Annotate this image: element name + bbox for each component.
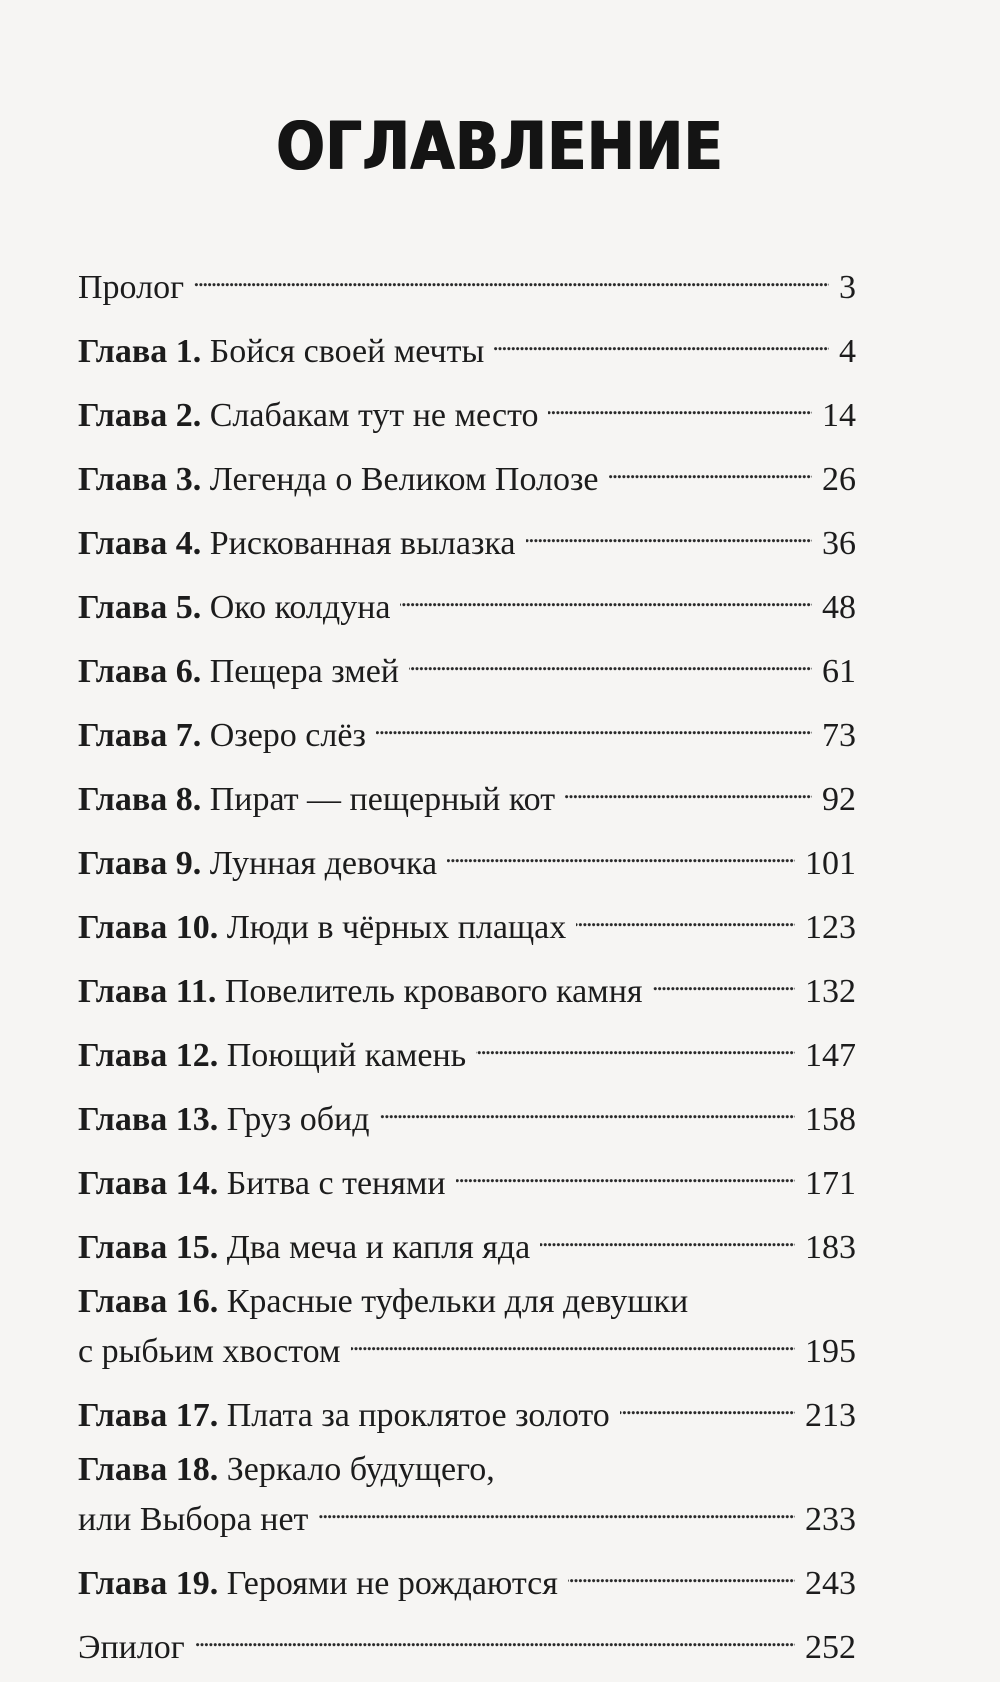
chapter-title: Красные туфельки для девушки (226, 1283, 689, 1320)
toc-entry-row (78, 258, 856, 308)
chapter-number: Глава 9. (78, 845, 202, 882)
chapter-number: Глава 11. (78, 973, 217, 1010)
chapter-number: Глава 8. (78, 781, 202, 818)
toc-entry-text (78, 1332, 341, 1372)
toc-entry (78, 1450, 856, 1540)
page-number: 48 (822, 589, 856, 626)
chapter-title: Лунная девочка (209, 845, 438, 882)
chapter-title: Два меча и капля яда (226, 1229, 531, 1266)
toc-entry (78, 386, 856, 436)
chapter-title: Поющий камень (226, 1037, 467, 1074)
toc-entry-text (78, 1628, 185, 1668)
chapter-title: Груз обид (226, 1101, 370, 1138)
chapter-number: Глава 13. (78, 1101, 219, 1138)
dot-leader (568, 1554, 795, 1594)
toc-entry-row (78, 1090, 856, 1140)
toc-entry-text (78, 844, 437, 884)
dot-leader (476, 1026, 795, 1066)
chapter-title: Бойся своей мечты (209, 333, 485, 370)
toc-entry-row (78, 1154, 856, 1204)
toc-entry-text (78, 1500, 308, 1540)
page-number: 26 (822, 461, 856, 498)
toc-entry-text (78, 1396, 610, 1436)
toc-entry-text (78, 524, 516, 564)
toc-entry (78, 1386, 856, 1436)
dot-leader (351, 1322, 796, 1362)
toc-entry-text (78, 1451, 495, 1488)
toc-entry-row (78, 898, 856, 948)
toc-entry (78, 770, 856, 820)
page-number: 252 (805, 1629, 856, 1666)
toc-entry-row (78, 1322, 856, 1372)
chapter-title: Пират — пещерный кот (209, 781, 556, 818)
chapter-title: Рискованная вылазка (209, 525, 516, 562)
dot-leader (540, 1218, 795, 1258)
toc-entry-row (78, 1218, 856, 1268)
chapter-number: Глава 15. (78, 1229, 219, 1266)
chapter-number: Глава 19. (78, 1565, 219, 1602)
toc-entry-row (78, 642, 856, 692)
chapter-title: Эпилог (78, 1629, 185, 1666)
toc-entry-text (78, 460, 599, 500)
chapter-title: Легенда о Великом Полозе (209, 461, 599, 498)
dot-leader (565, 770, 812, 810)
toc-entry-row (78, 770, 856, 820)
toc-entry (78, 322, 856, 372)
table-of-contents (78, 258, 856, 1682)
toc-entry-row (78, 578, 856, 628)
toc-entry (78, 834, 856, 884)
dot-leader (376, 706, 812, 746)
toc-entry-line (78, 1450, 856, 1490)
toc-entry-text (78, 1164, 446, 1204)
chapter-number: Глава 2. (78, 397, 202, 434)
dot-leader (548, 386, 812, 426)
page-number: 243 (805, 1565, 856, 1602)
toc-entry-text (78, 332, 484, 372)
dot-leader (318, 1490, 795, 1530)
toc-entry-row (78, 1618, 856, 1668)
toc-entry-text (78, 780, 555, 820)
toc-entry-text (78, 1228, 530, 1268)
toc-entry (78, 1026, 856, 1076)
page-number: 158 (805, 1101, 856, 1138)
toc-entry-text (78, 1036, 466, 1076)
dot-leader (620, 1386, 795, 1426)
page-number: 101 (805, 845, 856, 882)
chapter-number: Глава 4. (78, 525, 202, 562)
toc-entry (78, 450, 856, 500)
toc-entry-row (78, 706, 856, 756)
chapter-title: Плата за проклятое золото (226, 1397, 610, 1434)
dot-leader (400, 578, 812, 618)
toc-entry (78, 514, 856, 564)
toc-entry-text (78, 268, 184, 308)
toc-entry-text (78, 1283, 688, 1320)
toc-entry-row (78, 514, 856, 564)
chapter-number: Глава 10. (78, 909, 219, 946)
chapter-number: Глава 18. (78, 1451, 219, 1488)
toc-entry (78, 258, 856, 308)
toc-entry-text (78, 652, 399, 692)
chapter-number: Глава 14. (78, 1165, 219, 1202)
dot-leader (653, 962, 795, 1002)
page-number: 123 (805, 909, 856, 946)
toc-entry-row (78, 834, 856, 884)
toc-entry-row (78, 1554, 856, 1604)
page-number: 147 (805, 1037, 856, 1074)
dot-leader (194, 258, 829, 298)
toc-entry (78, 1154, 856, 1204)
chapter-number: Глава 1. (78, 333, 202, 370)
chapter-title: Битва с тенями (226, 1165, 446, 1202)
toc-entry-text (78, 908, 566, 948)
toc-entry-row (78, 1026, 856, 1076)
chapter-title: Люди в чёрных плащах (226, 909, 567, 946)
chapter-number: Глава 3. (78, 461, 202, 498)
toc-entry-text (78, 716, 366, 756)
dot-leader (576, 898, 795, 938)
toc-entry-row (78, 386, 856, 436)
chapter-title: Око колдуна (209, 589, 391, 626)
chapter-title: Пещера змей (209, 653, 399, 690)
dot-leader (195, 1618, 795, 1658)
chapter-title: Зеркало будущего, (226, 1451, 495, 1488)
page-number: 92 (822, 781, 856, 818)
toc-entry-row (78, 962, 856, 1012)
toc-entry (78, 706, 856, 756)
page-title: ОГЛАВЛЕНИЕ (276, 108, 724, 185)
dot-leader (456, 1154, 795, 1194)
toc-entry (78, 1090, 856, 1140)
toc-entry-text (78, 1564, 558, 1604)
toc-entry-text (78, 396, 538, 436)
dot-leader (526, 514, 812, 554)
chapter-title: Озеро слёз (209, 717, 366, 754)
toc-entry (78, 962, 856, 1012)
chapter-number: Глава 16. (78, 1283, 219, 1320)
toc-entry (78, 1282, 856, 1372)
toc-entry (78, 898, 856, 948)
chapter-title: с рыбьим хвостом (78, 1333, 341, 1370)
page-number: 36 (822, 525, 856, 562)
dot-leader (409, 642, 812, 682)
toc-entry (78, 1554, 856, 1604)
dot-leader (447, 834, 795, 874)
page-number: 61 (822, 653, 856, 690)
page-number: 183 (805, 1229, 856, 1266)
chapter-number: Глава 7. (78, 717, 202, 754)
chapter-number: Глава 6. (78, 653, 202, 690)
toc-entry-row (78, 1386, 856, 1436)
chapter-title: Слабакам тут не место (209, 397, 539, 434)
dot-leader (609, 450, 812, 490)
chapter-number: Глава 12. (78, 1037, 219, 1074)
page-number: 73 (822, 717, 856, 754)
page-number: 233 (805, 1501, 856, 1538)
toc-entry (78, 1618, 856, 1668)
toc-entry (78, 1218, 856, 1268)
toc-entry (78, 642, 856, 692)
page-number: 132 (805, 973, 856, 1010)
toc-entry (78, 578, 856, 628)
chapter-number: Глава 17. (78, 1397, 219, 1434)
chapter-title: или Выбора нет (78, 1501, 309, 1538)
dot-leader (380, 1090, 795, 1130)
chapter-title: Повелитель кровавого камня (224, 973, 643, 1010)
page-number: 195 (805, 1333, 856, 1370)
page-number: 14 (822, 397, 856, 434)
toc-entry-text (78, 1100, 370, 1140)
toc-entry-row (78, 322, 856, 372)
toc-entry-text (78, 972, 643, 1012)
page-number: 4 (839, 333, 856, 370)
toc-entry-line (78, 1282, 856, 1322)
page-number: 213 (805, 1397, 856, 1434)
chapter-title: Пролог (78, 269, 185, 306)
page-number: 171 (805, 1165, 856, 1202)
chapter-title: Героями не рождаются (226, 1565, 558, 1602)
dot-leader (494, 322, 829, 362)
toc-entry-row (78, 450, 856, 500)
toc-entry-row (78, 1490, 856, 1540)
toc-entry-text (78, 588, 390, 628)
page-number: 3 (839, 269, 856, 306)
chapter-number: Глава 5. (78, 589, 202, 626)
